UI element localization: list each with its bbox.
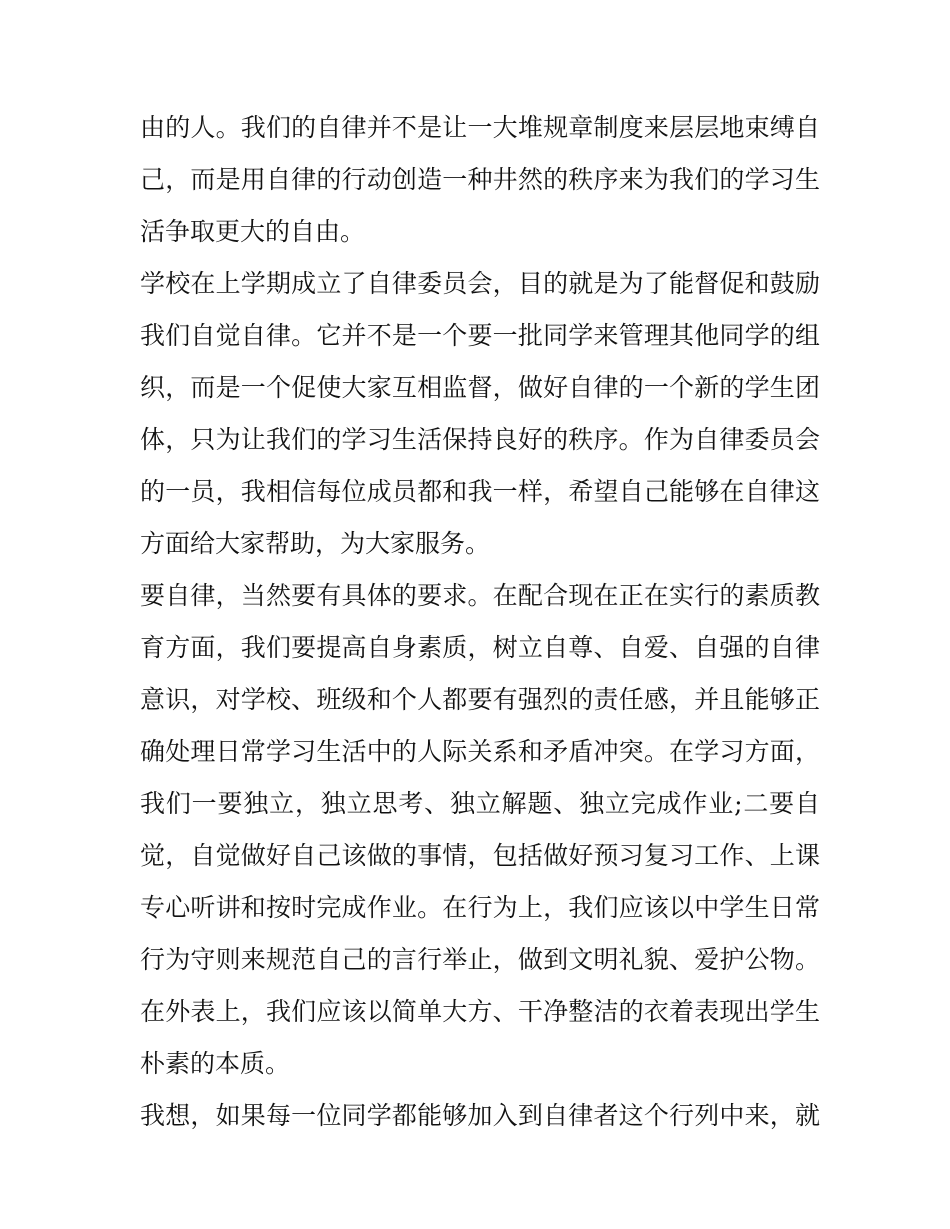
text-line: 在外表上，我们应该以简单大方、干净整洁的衣着表现出学生 [140, 997, 820, 1026]
text-line: 行为守则来规范自己的言行举止，做到文明礼貌、爱护公物。 [140, 945, 820, 974]
text-line: 的一员，我相信每位成员都和我一样，希望自己能够在自律这 [140, 477, 820, 506]
text-line: 学校在上学期成立了自律委员会，目的就是为了能督促和鼓励 [140, 269, 820, 298]
text-line: 育方面，我们要提高自身素质，树立自尊、自爱、自强的自律 [140, 633, 820, 662]
text-line: 织，而是一个促使大家互相监督，做好自律的一个新的学生团 [140, 373, 820, 402]
text-line: 要自律，当然要有具体的要求。在配合现在正在实行的素质教 [140, 581, 820, 610]
text-line: 方面给大家帮助，为大家服务。 [140, 529, 491, 558]
text-line: 确处理日常学习生活中的人际关系和矛盾冲突。在学习方面， [140, 737, 820, 766]
text-line: 我们一要独立，独立思考、独立解题、独立完成作业;二要自 [140, 789, 820, 818]
text-line: 朴素的本质。 [140, 1049, 291, 1078]
text-line: 活争取更大的自由。 [140, 217, 366, 246]
text-line: 体，只为让我们的学习生活保持良好的秩序。作为自律委员会 [140, 425, 820, 454]
text-line: 专心听讲和按时完成作业。在行为上，我们应该以中学生日常 [140, 893, 820, 922]
text-line: 我们自觉自律。它并不是一个要一批同学来管理其他同学的组 [140, 321, 820, 350]
text-line: 己，而是用自律的行动创造一种井然的秩序来为我们的学习生 [140, 165, 820, 194]
text-line: 我想，如果每一位同学都能够加入到自律者这个行列中来，就 [140, 1101, 820, 1130]
text-line: 由的人。我们的自律并不是让一大堆规章制度来层层地束缚自 [140, 113, 820, 142]
text-line: 觉，自觉做好自己该做的事情，包括做好预习复习工作、上课 [140, 841, 820, 870]
text-line: 意识，对学校、班级和个人都要有强烈的责任感，并且能够正 [140, 685, 820, 714]
